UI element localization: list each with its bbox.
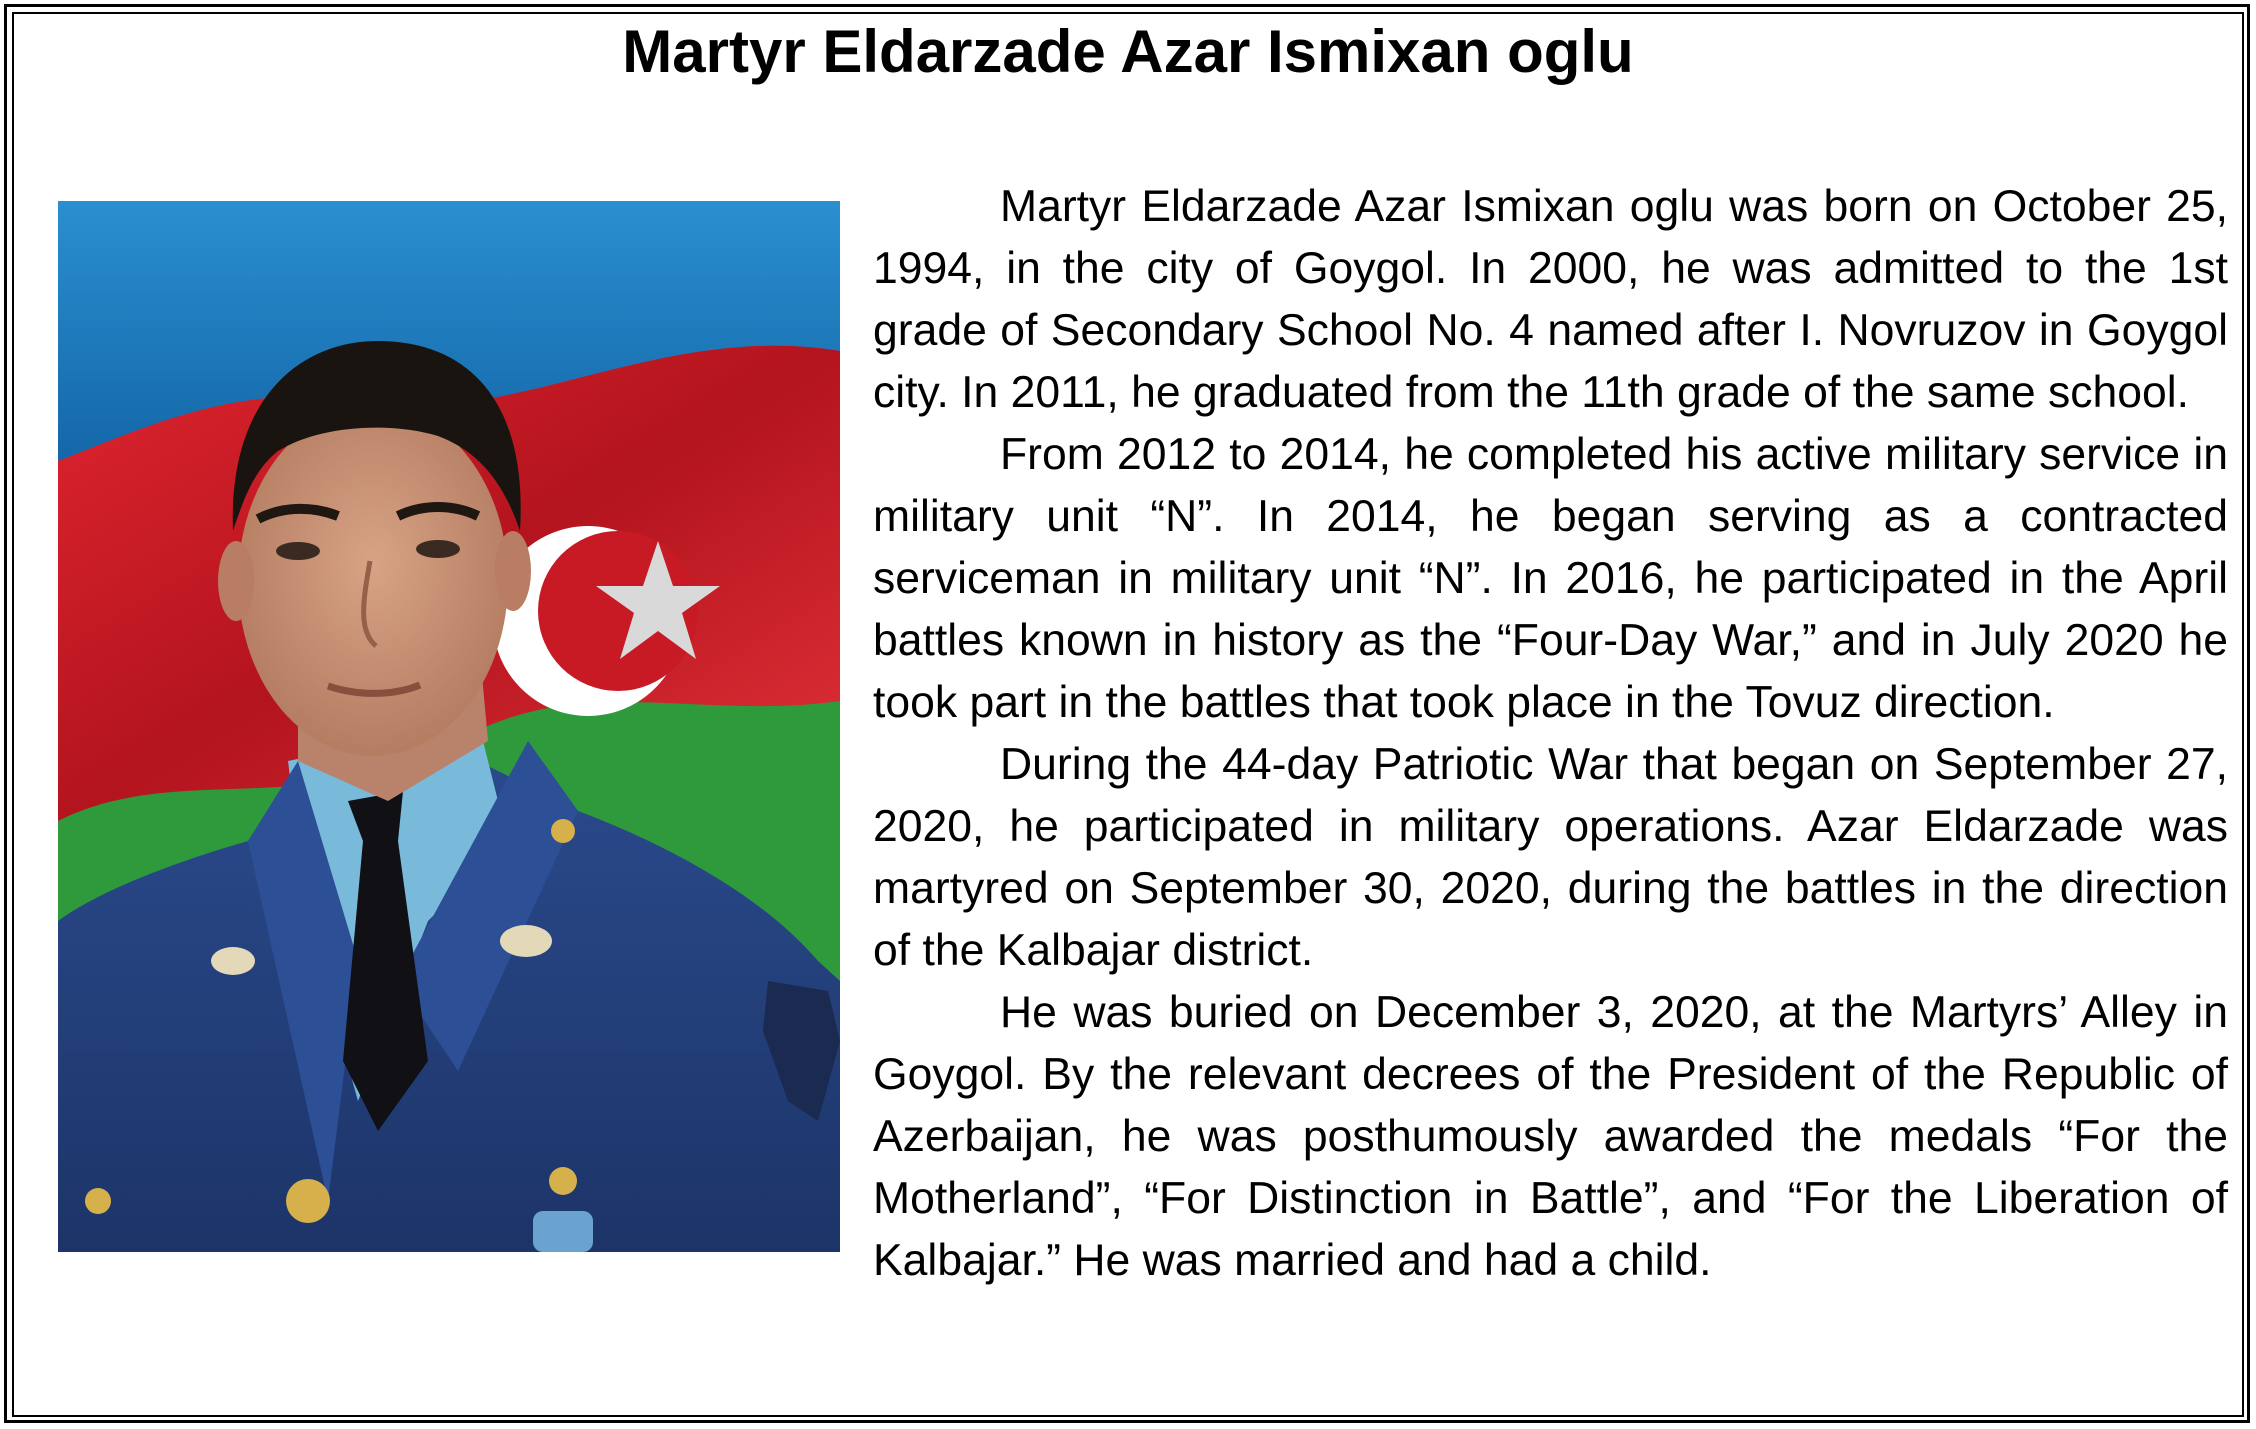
bio-paragraph-2: From 2012 to 2014, he completed his active military service in military unit “N”. In 2014, he began serving as a contracted serviceman in military unit “N”. In 2016, he participated in the April battles known in history as the “Four-Day War,” and in July 2020 he took part in the battles that took place in the Tovuz direction. <box>873 430 2228 727</box>
biography <box>28 176 2228 1292</box>
bio-paragraph-1: Martyr Eldarzade Azar Ismixan oglu was born on October 25, 1994, in the city of Goygol. In 2000, he was admitted to the 1st grade of Secondary School No. 4 named after I. Novruzov in Goygol city. In 2011, he graduated from the 11th grade of the same school. <box>873 182 2228 417</box>
page-title: Martyr Eldarzade Azar Ismixan oglu <box>622 18 1634 85</box>
bio-paragraph-4: He was buried on December 3, 2020, at the Martyrs’ Alley in Goygol. By the relevant decrees of the President of the Republic of Azerbaijan, he was posthumously awarded the medals “For the Motherland”, “For Distinction in Battle”, and “For the Liberation of Kalbajar.” He was married and had a child. <box>873 988 2228 1285</box>
bio-paragraph-3: During the 44-day Patriotic War that began on September 27, 2020, he participated in military operations. Azar Eldarzade was martyred on September 30, 2020, during the battles in the direction of the Kalbajar district. <box>873 740 2228 975</box>
portrait-spacer <box>28 176 873 1286</box>
